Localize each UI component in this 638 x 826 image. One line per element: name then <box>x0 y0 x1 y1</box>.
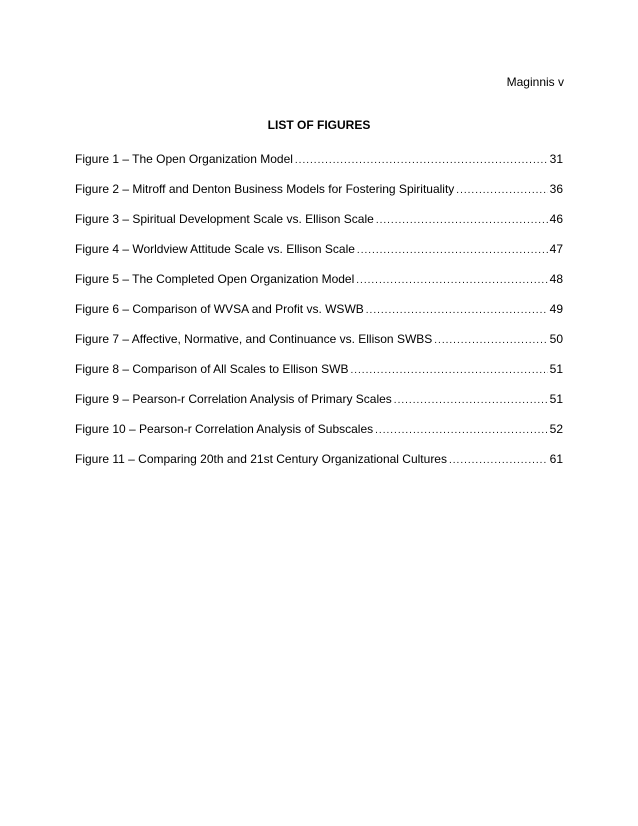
figure-entry-4 <box>75 242 563 272</box>
figure-entry-label: Figure 6 – Comparison of WVSA and Profit vs. WSWB <box>75 302 364 316</box>
figure-entry-3 <box>75 212 563 242</box>
figure-entry-page: 31 <box>549 152 563 166</box>
figure-entry-page: 51 <box>549 362 563 376</box>
figure-entry-label: Figure 11 – Comparing 20th and 21st Century Organizational Cultures <box>75 452 447 466</box>
figure-entry-label: Figure 2 – Mitroff and Denton Business Models for Fostering Spirituality <box>75 182 455 196</box>
figure-entry-page: 51 <box>549 392 563 406</box>
figure-entry-label: Figure 3 – Spiritual Development Scale vs. Ellison Scale <box>75 212 374 226</box>
page-header: Maginnis v <box>506 75 564 89</box>
figure-entry-5 <box>75 272 563 302</box>
figure-entry-page: 49 <box>549 302 563 316</box>
figure-entry-page: 52 <box>549 422 563 436</box>
dot-leader <box>350 364 547 378</box>
figure-entry-label: Figure 8 – Comparison of All Scales to Ellison SWB <box>75 362 349 376</box>
dot-leader <box>366 304 548 318</box>
dot-leader <box>449 454 548 468</box>
figure-entry-7 <box>75 332 563 362</box>
dot-leader <box>434 334 547 348</box>
dot-leader <box>376 214 548 228</box>
figure-entry-page: 36 <box>549 182 563 196</box>
dot-leader <box>456 184 547 198</box>
figure-entry-label: Figure 10 – Pearson-r Correlation Analysis of Subscales <box>75 422 374 436</box>
list-of-figures <box>75 152 563 482</box>
figure-entry-page: 47 <box>549 242 563 256</box>
figure-entry-page: 61 <box>549 452 563 466</box>
figure-entry-label: Figure 1 – The Open Organization Model <box>75 152 293 166</box>
figure-entry-9 <box>75 392 563 422</box>
figure-entry-label: Figure 9 – Pearson-r Correlation Analysis of Primary Scales <box>75 392 392 406</box>
figure-entry-2 <box>75 182 563 212</box>
dot-leader <box>394 394 548 408</box>
dot-leader <box>295 154 548 168</box>
figure-entry-10 <box>75 422 563 452</box>
dot-leader <box>375 424 547 438</box>
dot-leader <box>357 244 548 258</box>
figure-entry-11 <box>75 452 563 482</box>
figure-entry-page: 50 <box>549 332 563 346</box>
dot-leader <box>356 274 547 288</box>
page-title: LIST OF FIGURES <box>267 118 371 132</box>
figure-entry-page: 46 <box>549 212 563 226</box>
figure-entry-6 <box>75 302 563 332</box>
figure-entry-label: Figure 7 – Affective, Normative, and Continuance vs. Ellison SWBS <box>75 332 433 346</box>
figure-entry-1 <box>75 152 563 182</box>
figure-entry-label: Figure 4 – Worldview Attitude Scale vs. Ellison Scale <box>75 242 355 256</box>
figure-entry-page: 48 <box>549 272 563 286</box>
figure-entry-8 <box>75 362 563 392</box>
figure-entry-label: Figure 5 – The Completed Open Organization Model <box>75 272 355 286</box>
